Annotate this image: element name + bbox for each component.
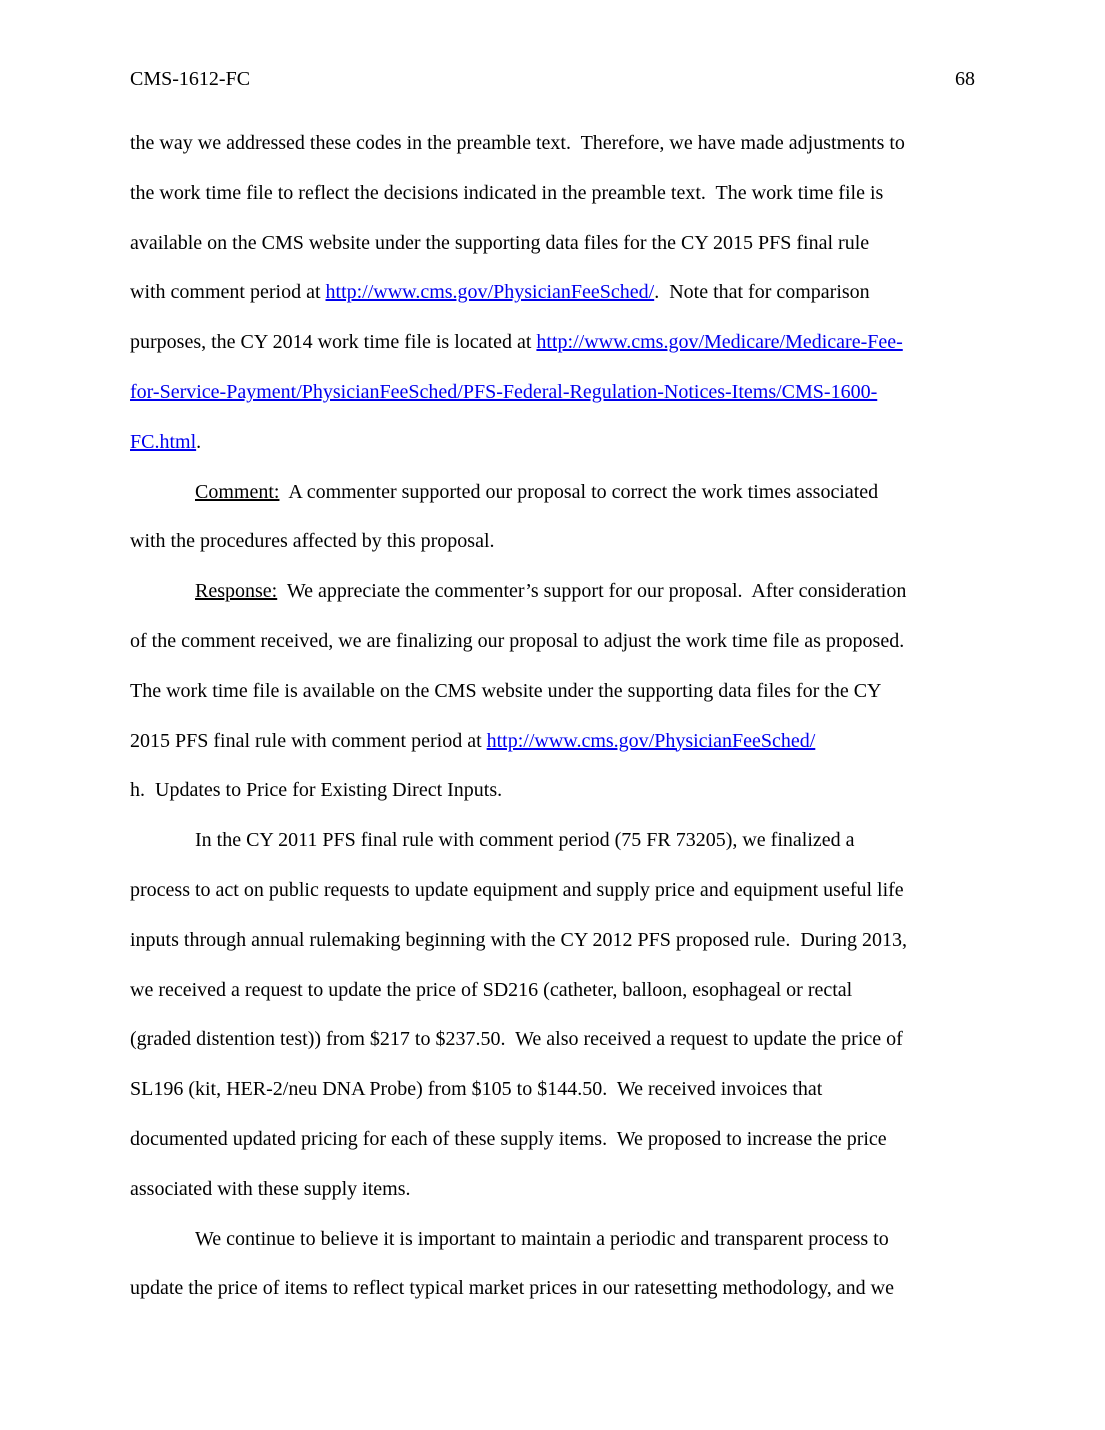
text-line xyxy=(130,678,975,728)
page-number: 68 xyxy=(955,68,975,90)
text-run: process to act on public requests to update equipment and supply price and equipment useful life xyxy=(130,878,904,901)
text-line xyxy=(130,927,975,977)
text-run: inputs through annual rulemaking beginning with the CY 2012 PFS proposed rule. During 2013, xyxy=(130,928,907,951)
text-line xyxy=(130,479,975,529)
text-line xyxy=(130,827,975,877)
hyperlink[interactable]: for-Service-Payment/PhysicianFeeSched/PFS-Federal-Regulation-Notices-Items/CMS-1600- xyxy=(130,380,878,403)
text-run: documented updated pricing for each of these supply items. We proposed to increase the price xyxy=(130,1127,887,1150)
hyperlink[interactable]: FC.html xyxy=(130,430,197,453)
text-line xyxy=(130,1176,975,1226)
text-line xyxy=(130,1026,975,1076)
text-line xyxy=(130,777,975,827)
text-run: purposes, the CY 2014 work time file is located at xyxy=(130,331,537,354)
text-line xyxy=(130,528,975,578)
text-run: the way we addressed these codes in the preamble text. Therefore, we have made adjustments to xyxy=(130,132,905,154)
text-run: h. Updates to Price for Existing Direct Inputs. xyxy=(130,779,503,802)
text-run: (graded distention test)) from $217 to $237.50. We also received a request to update the price of xyxy=(130,1028,903,1051)
text-run: . Note that for comparison xyxy=(654,281,870,304)
text-run: 2015 PFS final rule with comment period at xyxy=(130,729,487,752)
text-line xyxy=(130,379,975,429)
text-run: We continue to believe it is important to maintain a periodic and transparent process to xyxy=(195,1227,889,1250)
text-run: SL196 (kit, HER-2/neu DNA Probe) from $105 to $144.50. We received invoices that xyxy=(130,1078,823,1101)
document-body xyxy=(130,130,975,1325)
section-label: Comment: xyxy=(195,480,280,503)
text-run: associated with these supply items. xyxy=(130,1177,411,1200)
text-line xyxy=(130,180,975,230)
text-line xyxy=(130,279,975,329)
text-run: available on the CMS website under the supporting data files for the CY 2015 PFS final rule xyxy=(130,231,870,254)
text-run: of the comment received, we are finalizing our proposal to adjust the work time file as proposed. xyxy=(130,629,905,652)
text-run: we received a request to update the price of SD216 (catheter, balloon, esophageal or rectal xyxy=(130,978,853,1001)
text-line xyxy=(130,578,975,628)
text-line xyxy=(130,329,975,379)
document-id: CMS-1612-FC xyxy=(130,68,251,90)
text-line xyxy=(130,628,975,678)
text-line xyxy=(130,230,975,280)
text-run: update the price of items to reflect typical market prices in our ratesetting methodology, and we xyxy=(130,1277,894,1300)
text-line xyxy=(130,877,975,927)
text-line xyxy=(130,1226,975,1276)
text-line xyxy=(130,977,975,1027)
text-line xyxy=(130,1275,975,1325)
text-run: with the procedures affected by this proposal. xyxy=(130,530,495,553)
text-run: In the CY 2011 PFS final rule with comment period (75 FR 73205), we finalized a xyxy=(195,829,855,852)
text-run: with comment period at xyxy=(130,281,326,304)
section-label: Response: xyxy=(195,580,278,603)
hyperlink[interactable]: http://www.cms.gov/PhysicianFeeSched/ xyxy=(486,729,816,752)
text-line xyxy=(130,429,975,479)
text-line xyxy=(130,728,975,778)
text-run: the work time file to reflect the decisions indicated in the preamble text. The work time file is xyxy=(130,181,884,204)
text-line xyxy=(130,1076,975,1126)
text-run: The work time file is available on the CMS website under the supporting data files for the CY xyxy=(130,679,882,702)
hyperlink[interactable]: http://www.cms.gov/PhysicianFeeSched/ xyxy=(325,281,655,304)
hyperlink[interactable]: http://www.cms.gov/Medicare/Medicare-Fee- xyxy=(536,331,903,354)
text-line xyxy=(130,130,975,180)
text-run: A commenter supported our proposal to correct the work times associated xyxy=(279,480,879,503)
text-run: We appreciate the commenter’s support for our proposal. After consideration xyxy=(277,580,907,603)
text-run: . xyxy=(196,430,202,453)
text-line xyxy=(130,1126,975,1176)
